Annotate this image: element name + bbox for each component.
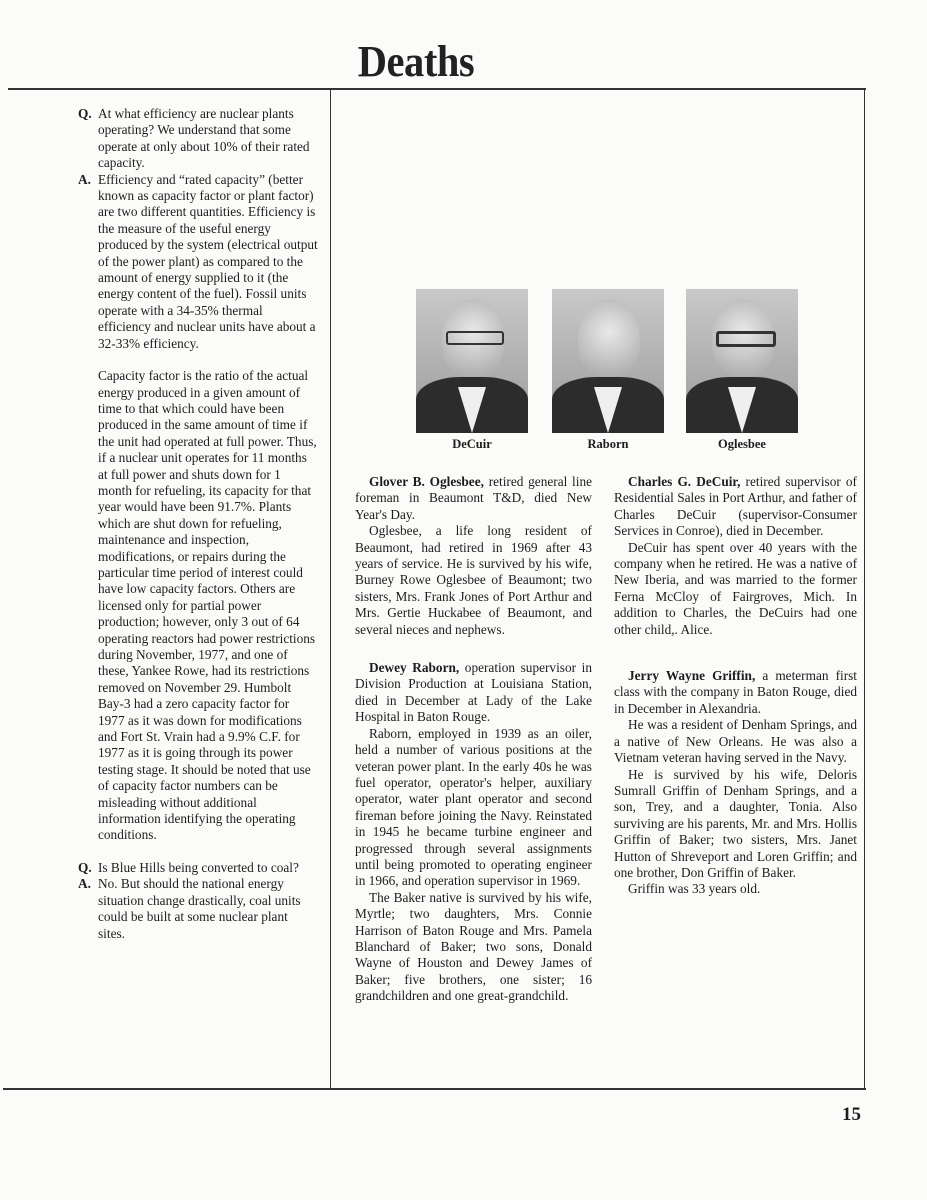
obituary-lead: operation supervisor in Division Production at Louisiana Station, died in December at Lady of the Lake Hospital in Baton Rouge. [355, 660, 592, 725]
answer-text: No. But should the national energy situation change drastically, coal units could be built at some nuclear plant sites. [98, 876, 301, 941]
portrait-photo-decuir [416, 289, 528, 433]
q-mark: Q. [78, 859, 92, 875]
portrait-row [416, 289, 800, 454]
question [78, 106, 318, 172]
obituary-paragraph: DeCuir has spent over 40 years with the company when he retired. He was a native of New Iberia, and was married to the former Ferna McCloy of Fairgroves, Mich. In addition to Charles, the DeCuirs had one other child,. Alice. [614, 539, 857, 637]
photo-caption: Raborn [587, 437, 629, 451]
obituary-decuir [614, 474, 857, 638]
obituary-lead: retired supervisor of Residential Sales in Port Arthur, and father of Charles DeCuir (supervisor-Consumer Services in Conroe), died in December. [614, 474, 857, 539]
page-title: Deaths [357, 37, 475, 86]
answer [78, 172, 318, 352]
obituary-name: Jerry Wayne Griffin, [628, 668, 756, 684]
qa-column [78, 106, 318, 942]
obituary-paragraph: Raborn, employed in 1939 as an oiler, held a number of various positions at the veteran power plant. In the early 40s he was fuel operator, operator's helper, auxiliary operator, water plant operator and second fireman before joining the Navy. Reinstated in 1945 he became turbine engineer and progressed through several assignments until being promoted to operating engineer in 1966, and operation supervisor in 1969. [355, 725, 592, 889]
obituary-name: Dewey Raborn, [369, 660, 460, 676]
obituary-lead: retired general line foreman in Beaumont T&D, died New Year's Day. [355, 474, 592, 522]
question-text: Is Blue Hills being converted to coal? [98, 859, 299, 875]
portrait-photo-raborn [552, 289, 664, 433]
obituary-paragraph: The Baker native is survived by his wife, Myrtle; two daughters, Mrs. Connie Harrison of Baton Rouge and Mrs. Pamela Blanchard of Baker; two sons, Donald Wayne of Houston and Dewey James of Baker; five brothers, one sister; 16 grandchildren and one great-grandchild. [355, 889, 592, 1004]
portrait-photo-oglesbee [686, 289, 798, 433]
photo-caption: DeCuir [452, 437, 492, 451]
q-mark: Q. [78, 106, 92, 121]
obituary-paragraph: Oglesbee, a life long resident of Beaumont, had retired in 1969 after 43 years of service. He is survived by his wife, Burney Rowe Oglesbee of Beaumont; two sisters, Mrs. Frank Jones of Port Arthur and Mrs. Gertie Huckabee of Beaumont, and several nieces and nephews. [355, 523, 592, 637]
bottom-rule [3, 1088, 866, 1090]
obituary-column-middle [355, 474, 592, 1005]
obituary-griffin [614, 668, 857, 898]
glasses-icon [446, 331, 504, 345]
question [78, 860, 318, 876]
obituary-lead: a meterman first class with the company in Baton Rouge, died in December in Alexandria. [614, 668, 857, 716]
answer-text: Efficiency and “rated capacity” (better known as capacity factor or plant factor) are two different quantities. Efficiency is the measure of the useful energy produced by the system (electrical output of the power plant) as compared to the amount of energy supplied to it (the energy content of the fuel). Fossil units operate with a 34-35% thermal efficiency and nuclear units have about a 32-33% efficiency. [98, 171, 318, 351]
answer-continued: Capacity factor is the ratio of the actual energy produced in a given amount of time to that which could have been produced in the same amount of time if the unit had operated at full power. Thus, if a nuclear unit operates for 11 months at full power and shuts down for 1 month for refueling, its capacity for that year would have been 91.7%. Plants which are shut down for refueling, maintenance and inspection, modifications, or repairs during the particular time period of interest could have low capacity factors. Others are licensed only for partial power production; however, only 3 out of 64 operating reactors had power restrictions during November, 1977, and one of these, Yankee Rowe, had its restrictions removed on November 29. Humbolt Bay-3 had a zero capacity factor for 1977 as it was down for modifications and Fort St. Vrain had a 9.9% C.F. for 1977 as it is going through its power testing stage. It should be noted that use of capacity factor numbers can be misleading without additional information identifying the operating conditions. [98, 368, 317, 843]
top-rule [8, 88, 866, 90]
photo-caption: Oglesbee [718, 437, 766, 451]
a-mark: A. [78, 876, 91, 892]
question-text: At what efficiency are nuclear plants operating? We understand that some operate at only about 10% of their rated capacity. [98, 106, 310, 171]
obituary-oglesbee [355, 474, 592, 638]
obituary-column-right [614, 474, 857, 898]
column-divider [330, 88, 331, 1088]
glasses-icon [716, 331, 776, 347]
obituary-paragraph: He was a resident of Denham Springs, and a native of New Orleans. He was also a Vietnam veteran having served in the Navy. [614, 717, 857, 766]
obituary-name: Charles G. DeCuir, [628, 474, 741, 489]
obituary-paragraph: He is survived by his wife, Deloris Sumrall Griffin of Denham Springs, and a son, Trey, and a daughter, Tonia. Also surviving are his parents, Mr. and Mrs. Hollis Griffin of Baker; two sisters, Mrs. Janet Hutton of Shreveport and Loren Griffin; and one brother, Don Griffin of Baker. [614, 766, 857, 880]
right-border [864, 88, 865, 1089]
obituary-paragraph: Griffin was 33 years old. [628, 881, 761, 897]
answer [78, 876, 318, 942]
page-number: 15 [842, 1104, 861, 1125]
obituary-raborn [355, 660, 592, 1005]
a-mark: A. [78, 171, 91, 187]
obituary-name: Glover B. Oglesbee, [369, 474, 484, 489]
